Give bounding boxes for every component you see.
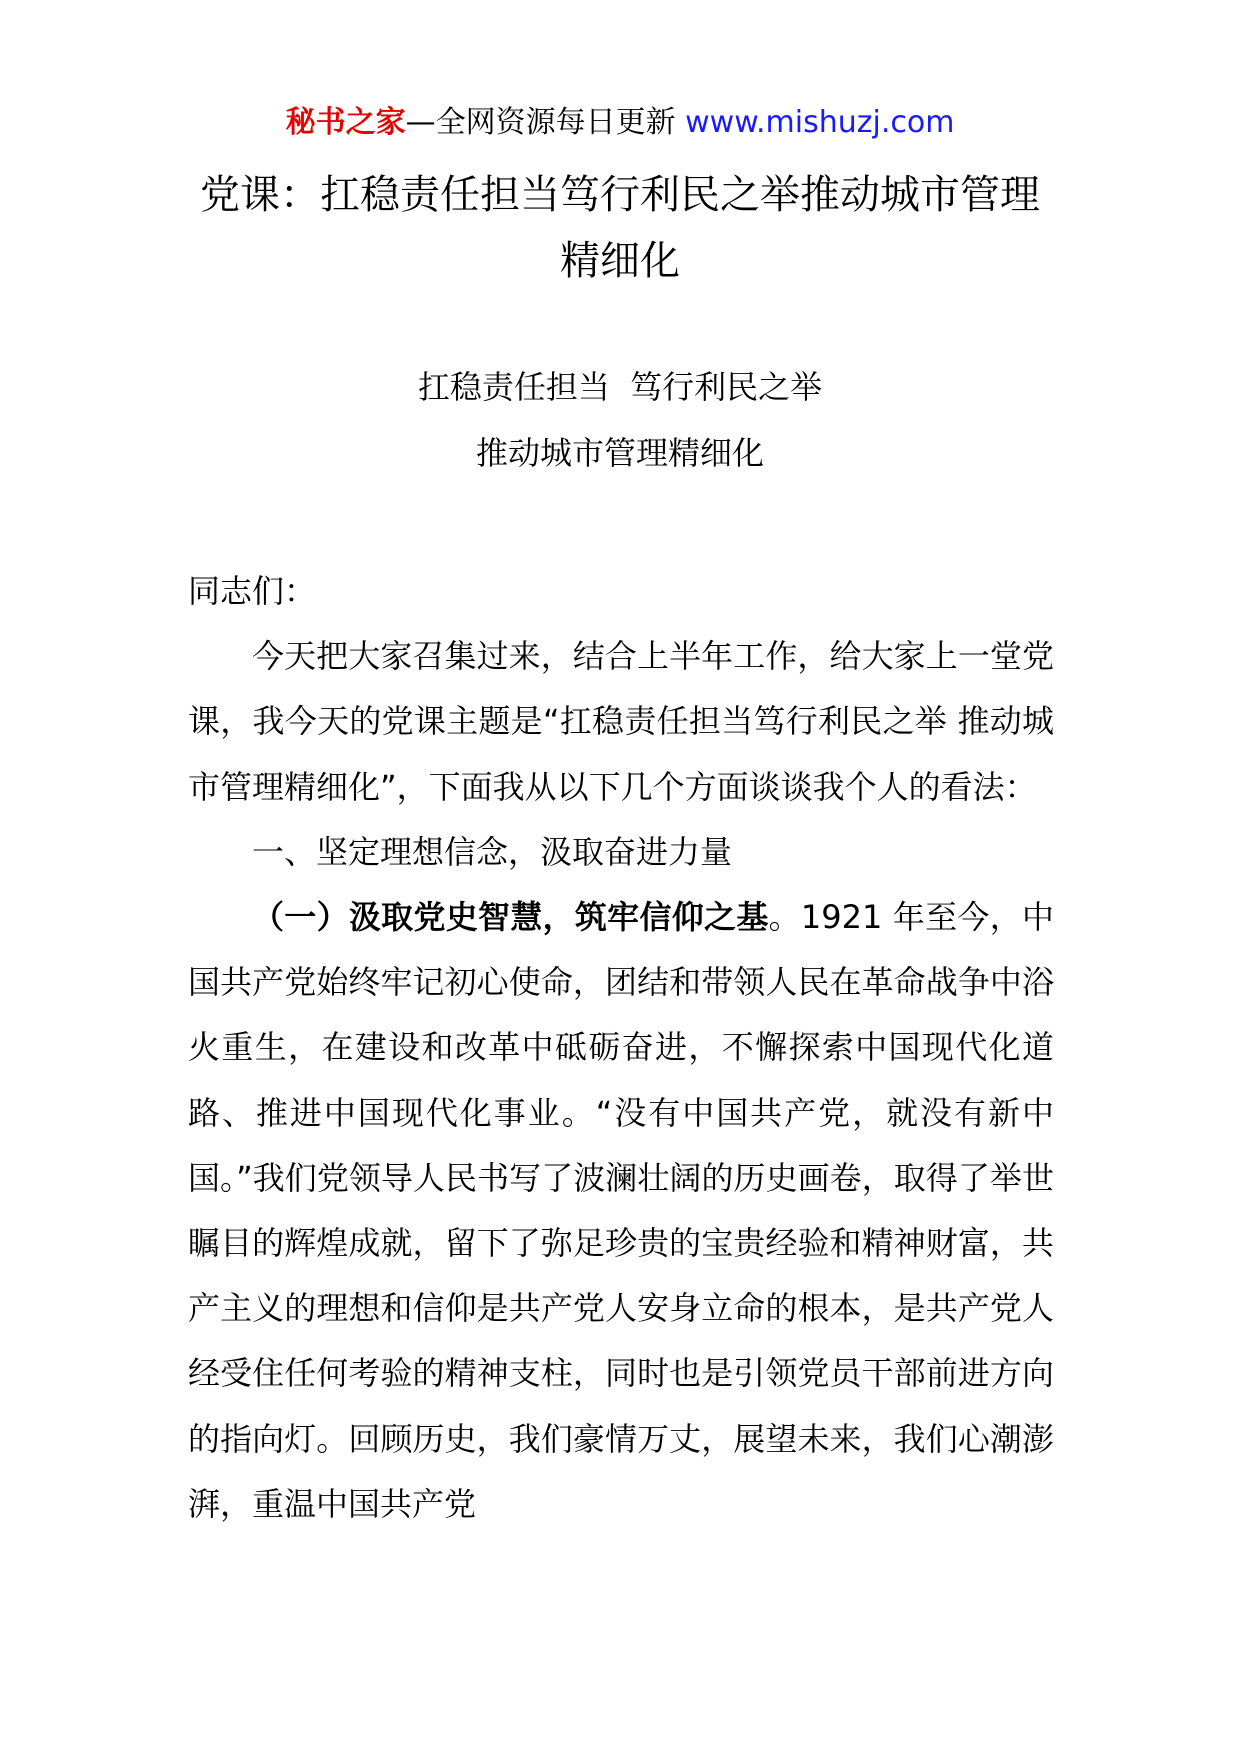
subtitle-line-2: 推动城市管理精细化: [475, 434, 764, 472]
section-heading-1: 一、坚定理想信念，汲取奋进力量: [252, 832, 733, 871]
document-body: [188, 559, 1054, 1537]
site-url-link[interactable]: www.mishuzj.com: [685, 105, 955, 140]
intro-paragraph: 今天把大家召集过来，结合上半年工作，给大家上一堂党课，我今天的党课主题是“扛稳责任担当笃行利民之举 推动城市管理精细化”，下面我从以下几个方面谈谈我个人的看法：: [188, 637, 1054, 806]
subsection-text-1: 。1921 年至今，中国共产党始终牢记初心使命，团结和带领人民在革命战争中浴火重生，在建设和改革中砥砺奋进，不懈探索中国现代化道路、推进中国现代化事业。“没有中国共产党，就没有新中国。”我们党领导人民书写了波澜壮阔的历史画卷，取得了举世瞩目的辉煌成就，留下了弥足珍贵的宝贵经验和精神财富，共产主义的理想和信仰是共产党人安身立命的根本，是共产党人经受住任何考验的精神支柱，同时也是引领党员干部前进方向的指向灯。回顾历史，我们豪情万丈，展望未来，我们心潮澎湃，重温中国共产党: [188, 898, 1054, 1523]
site-header: [0, 100, 1240, 146]
subsection-heading-1: （一）汲取党史智慧，筑牢信仰之基: [252, 898, 769, 937]
subsection-paragraph-1: [188, 885, 1054, 1537]
subtitle-line-1: 扛稳责任担当 笃行利民之举: [417, 368, 823, 406]
salutation: 同志们：: [188, 572, 317, 610]
site-brand: 秘书之家: [285, 105, 406, 140]
document-title: 党课：扛稳责任担当笃行利民之举推动城市管理精细化: [200, 172, 1040, 284]
site-tagline: —全网资源每日更新: [405, 105, 686, 140]
